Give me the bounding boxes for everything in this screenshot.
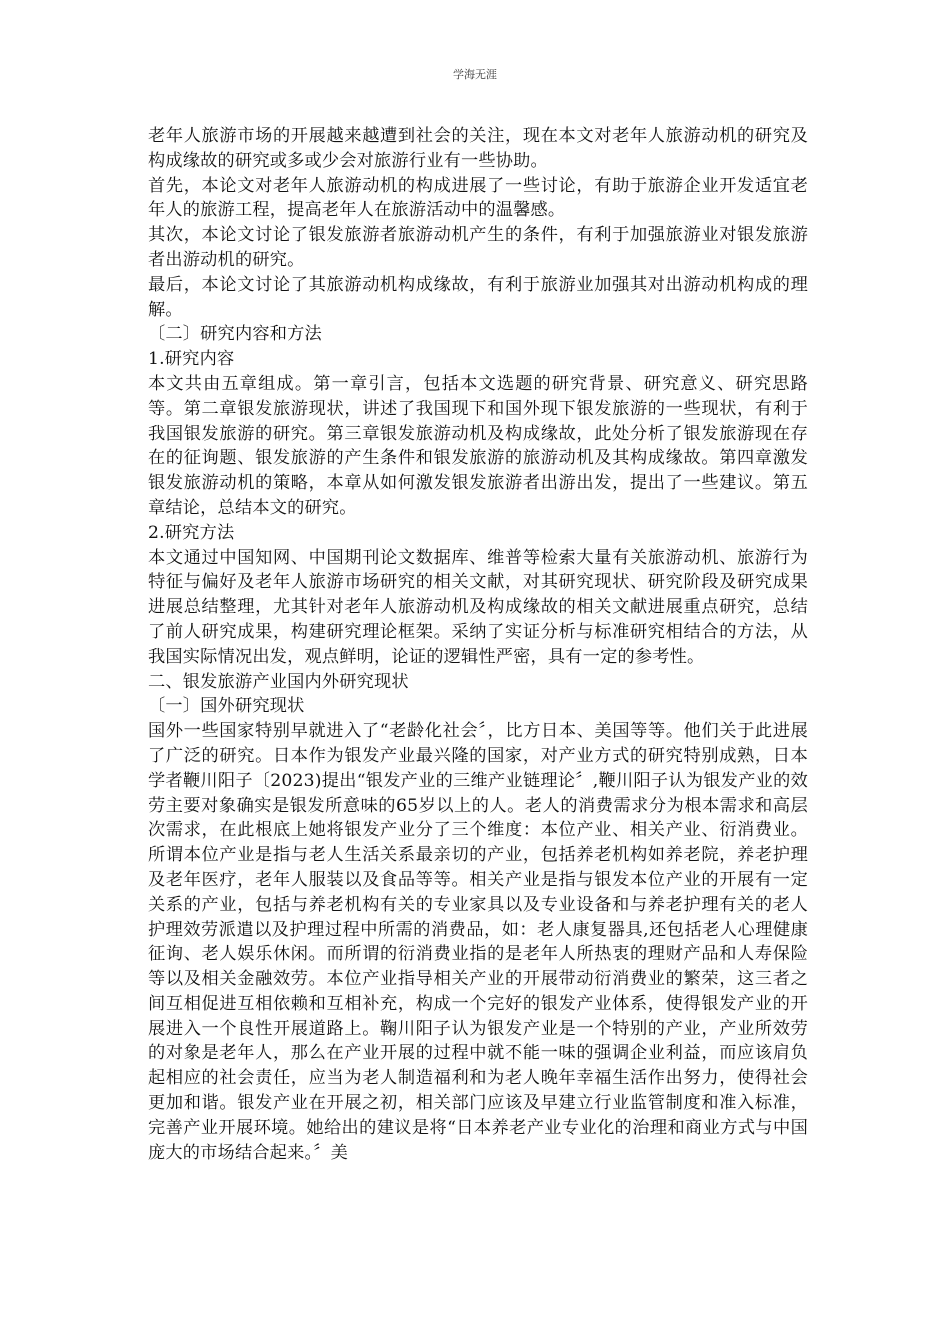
paragraph-research-content: 本文共由五章组成。第一章引言，包括本文选题的研究背景、研究意义、研究思路等。第二章银发旅游现状，讲述了我国现下和国外现下银发旅游的一些现状，有利于我国银发旅游的研究。第三章银发旅游动机及构成缘故，此处分析了银发旅游现在存在的征询题、银发旅游的产生条件和银发旅游的旅游动机及其构成缘故。第四章激发银发旅游动机的策略，本章从如何激发银发旅游者出游出发，提出了一些建议。第五章结论，总结本文的研究。 bbox=[148, 373, 808, 518]
paragraph-significance-last: 最后，本论文讨论了其旅游动机构成缘故，有利于旅游业加强其对出游动机构成的理解。 bbox=[148, 274, 808, 320]
page-header: 学海无涯 bbox=[453, 68, 497, 81]
section-heading-content-methods: 〔二〕研究内容和方法 bbox=[148, 324, 322, 345]
document-body bbox=[148, 124, 808, 1165]
subheading-research-content: 1.研究内容 bbox=[148, 349, 235, 370]
paragraph-significance-intro: 老年人旅游市场的开展越来越遭到社会的关注，现在本文对老年人旅游动机的研究及构成缘故的研究或多或少会对旅游行业有一些协助。 bbox=[148, 126, 808, 171]
subheading-research-method: 2.研究方法 bbox=[148, 522, 235, 543]
paragraph-significance-second: 其次，本论文讨论了银发旅游者旅游动机产生的条件，有利于加强旅游业对银发旅游者出游动机的研究。 bbox=[148, 225, 808, 270]
paragraph-significance-first: 首先，本论文对老年人旅游动机的构成进展了一些讨论，有助于旅游企业开发适宜老年人的旅游工程，提高老年人在旅游活动中的温馨感。 bbox=[148, 175, 808, 221]
paragraph-research-method: 本文通过中国知网、中国期刊论文数据库、维普等检索大量有关旅游动机、旅游行为特征与偏好及老年人旅游市场研究的相关文献，对其研究现状、研究阶段及研究成果进展总结整理，尤其针对老年人旅游动机及构成缘故的相关文献进展重点研究，总结了前人研究成果，构建研究理论框架。采纳了实证分析与标准研究相结合的方法，从我国实际情况出发，观点鲜明，论证的逻辑性严密，具有一定的参考性。 bbox=[148, 547, 808, 667]
chapter-heading-research-status: 二、银发旅游产业国内外研究现状 bbox=[148, 671, 409, 692]
section-heading-foreign-status: 〔一〕国外研究现状 bbox=[148, 696, 305, 717]
paragraph-foreign-status: 国外一些国家特别早就进入了“老龄化社会〞，比方日本、美国等等。他们关于此进展了广泛的研究。日本作为银发产业最兴隆的国家，对产业方式的研究特别成熟，日本学者鞭川阳子〔2023)提出“银发产业的三维产业链理论〞,鞭川阳子认为银发产业的效劳主要对象确实是银发所意味的65岁以上的人。老人的消费需求分为根本需求和高层次需求，在此根底上她将银发产业分了三个维度：本位产业、相关产业、衍消费业。所谓本位产业是指与老人生活关系最亲切的产业，包括养老机构如养老院，养老护理及老年医疗，老年人服装以及食品等等。相关产业是指与银发本位产业的开展有一定关系的产业，包括与养老机构有关的专业家具以及专业设备和与养老护理有关的老人护理效劳派遣以及护理过程中所需的消费品，如：老人康复器具,还包括老人心理健康征询、老人娱乐休闲。而所谓的衍消费业指的是老年人所热衷的理财产品和人寿保险等以及相关金融效劳。本位产业指导相关产业的开展带动衍消费业的繁荣，这三者之间互相促进互相依赖和互相补充，构成一个完好的银发产业体系，使得银发产业的开展进入一个良性开展道路上。鞠川阳子认为银发产业是一个特别的产业，产业所效劳的对象是老年人，那么在产业开展的过程中就不能一味的强调企业利益，而应该肩负起相应的社会责任，应当为老人制造福利和为老人晚年幸福生活作出努力，使得社会更加和谐。银发产业在开展之初，相关部门应该及早建立行业监管制度和准入标准，完善产业开展环境。她给出的建议是将“日本养老产业专业化的治理和商业方式与中国庞大的市场结合起来。〞美 bbox=[148, 721, 808, 1163]
